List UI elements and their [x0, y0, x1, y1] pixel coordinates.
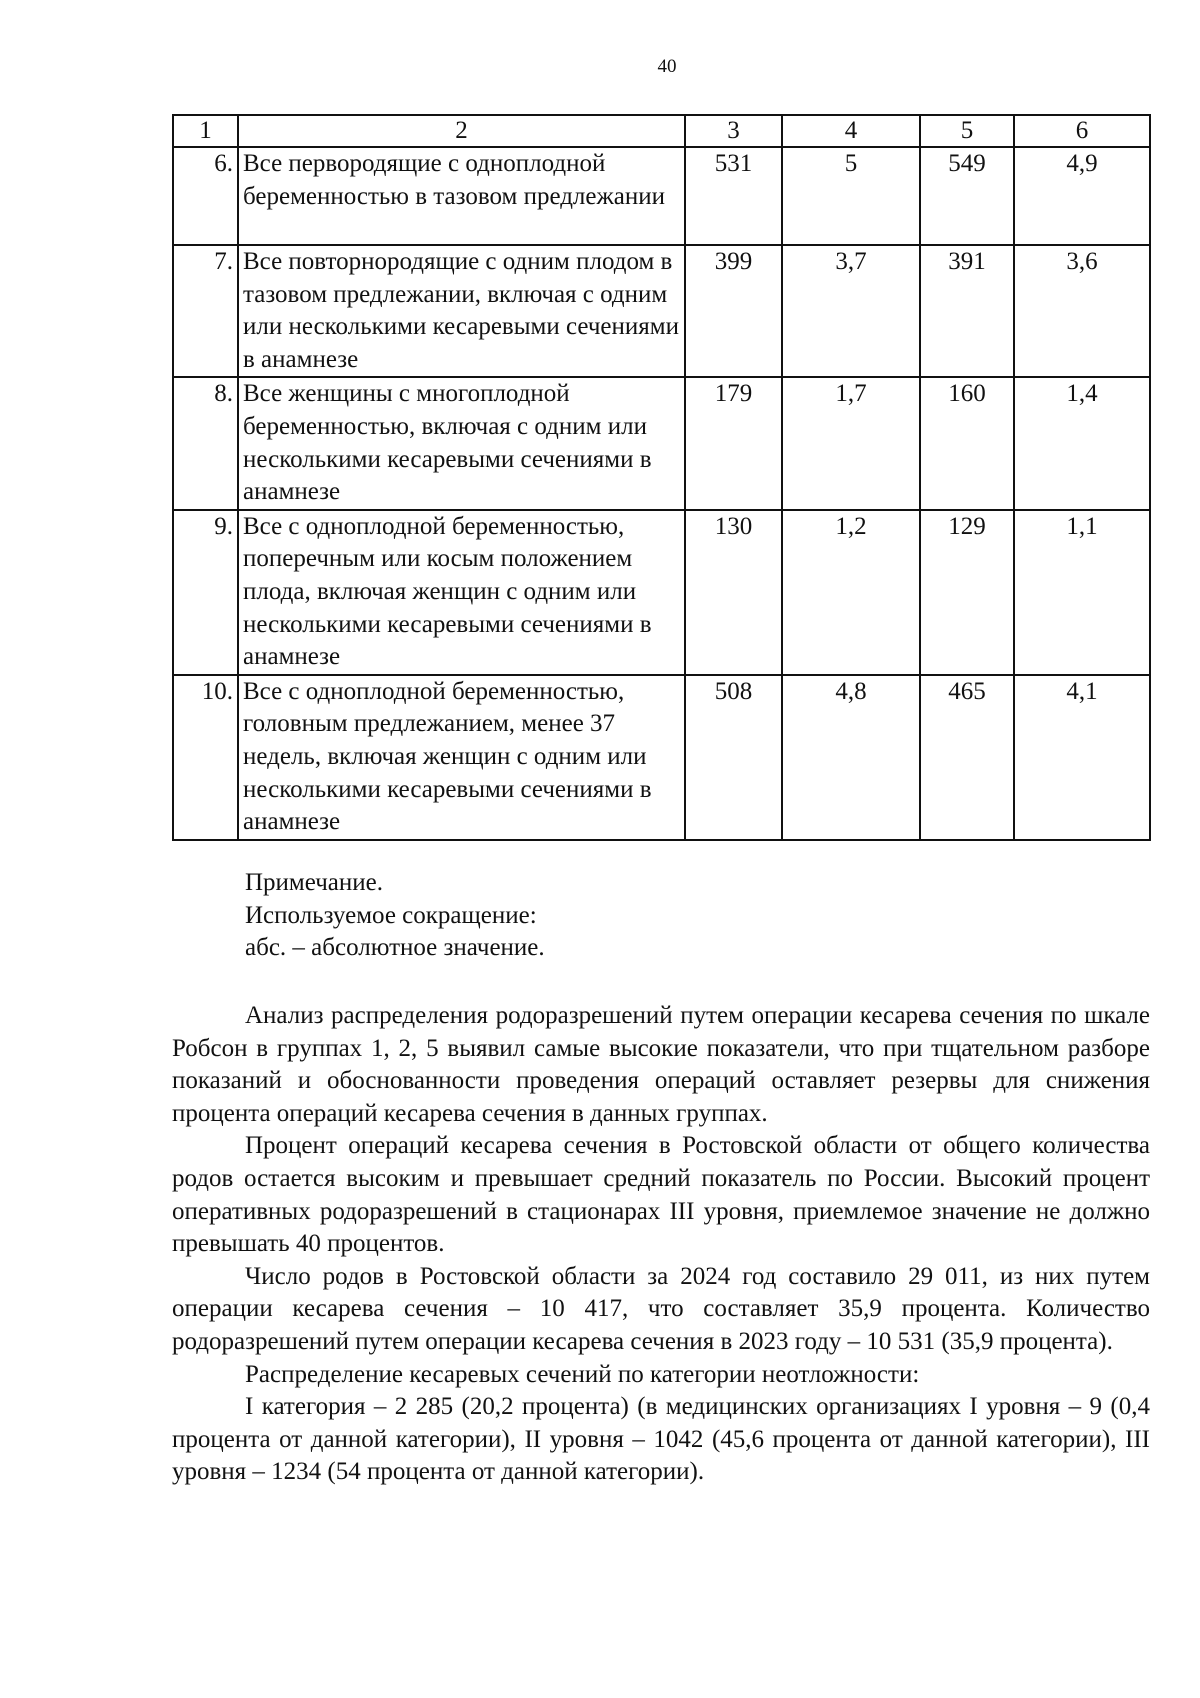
row-number: 10.: [173, 675, 238, 840]
cell-col4: 3,7: [782, 245, 920, 377]
paragraph: Процент операций кесарева сечения в Ростовской области от общего количества родов остается высоким и превышает средний показатель по России. Высокий процент оперативных родоразрешений в стационарах III уровня, приемлемое значение не должно превышать 40 процентов.: [172, 1132, 1150, 1258]
table-header-cell: 6: [1014, 115, 1150, 147]
cell-col3: 531: [685, 147, 782, 245]
table-row: [173, 147, 1150, 245]
table-header-cell: 1: [173, 115, 238, 147]
cell-col3: 508: [685, 675, 782, 840]
cell-col4: 4,8: [782, 675, 920, 840]
cell-col5: 549: [920, 147, 1014, 245]
cell-col6: 4,1: [1014, 675, 1150, 840]
table-header-cell: 3: [685, 115, 782, 147]
cell-col3: 130: [685, 510, 782, 675]
cell-col6: 1,4: [1014, 377, 1150, 509]
cell-col5: 129: [920, 510, 1014, 675]
table-note: [245, 867, 545, 965]
row-description: Все первородящие с одноплодной беременностью в тазовом предлежании: [238, 147, 685, 245]
note-line: Используемое сокращение:: [245, 901, 537, 929]
cell-col5: 465: [920, 675, 1014, 840]
row-description: Все с одноплодной беременностью, поперечным или косым положением плода, включая женщин с одним или несколькими кесаревыми сечениями в анамнезе: [238, 510, 685, 675]
row-description: Все с одноплодной беременностью, головным предлежанием, менее 37 недель, включая женщин с одним или несколькими кесаревыми сечениями в анамнезе: [238, 675, 685, 840]
table-header-cell: 4: [782, 115, 920, 147]
table-header-cell: 2: [238, 115, 685, 147]
table-row: [173, 510, 1150, 675]
row-description: Все женщины с многоплодной беременностью, включая с одним или несколькими кесаревыми сечениями в анамнезе: [238, 377, 685, 509]
paragraph: Анализ распределения родоразрешений путем операции кесарева сечения по шкале Робсон в группах 1, 2, 5 выявил самые высокие показатели, что при тщательном разборе показаний и обоснованности проведения операций оставляет резервы для снижения процента операций кесарева сечения в данных группах.: [172, 1002, 1150, 1127]
table-row: [173, 675, 1150, 840]
cell-col6: 4,9: [1014, 147, 1150, 245]
cell-col5: 160: [920, 377, 1014, 509]
cell-col3: 399: [685, 245, 782, 377]
body-text: [172, 1000, 1150, 1489]
row-number: 6.: [173, 147, 238, 245]
table-row: [173, 377, 1150, 509]
note-line: абс. – абсолютное значение.: [245, 934, 545, 962]
cell-col4: 1,7: [782, 377, 920, 509]
paragraph: I категория – 2 285 (20,2 процента) (в медицинских организациях I уровня – 9 (0,4 процента от данной категории), II уровня – 1042 (45,6 процента от данной категории), III уровня – 1234 (54 процента от данной категории).: [172, 1393, 1150, 1486]
row-number: 9.: [173, 510, 238, 675]
table-row: [173, 245, 1150, 377]
cell-col5: 391: [920, 245, 1014, 377]
cell-col6: 1,1: [1014, 510, 1150, 675]
note-title: Примечание.: [245, 869, 384, 896]
robson-table: [172, 114, 1151, 841]
cell-col4: 1,2: [782, 510, 920, 675]
paragraph: Число родов в Ростовской области за 2024 год составило 29 011, из них путем операции кесарева сечения – 10 417, что составляет 35,9 процента. Количество родоразрешений путем операции кесарева сечения в 2023 году – 10 531 (35,9 процента).: [172, 1262, 1150, 1355]
paragraph: Распределение кесаревых сечений по категории неотложности:: [245, 1360, 920, 1388]
cell-col3: 179: [685, 377, 782, 509]
table-header-row: [173, 115, 1150, 147]
cell-col6: 3,6: [1014, 245, 1150, 377]
cell-col4: 5: [782, 147, 920, 245]
table-header-cell: 5: [920, 115, 1014, 147]
row-number: 8.: [173, 377, 238, 509]
page-number: 40: [657, 56, 677, 77]
row-description: Все повторнородящие с одним плодом в тазовом предлежании, включая с одним или несколькими кесаревыми сечениями в анамнезе: [238, 245, 685, 377]
row-number: 7.: [173, 245, 238, 377]
